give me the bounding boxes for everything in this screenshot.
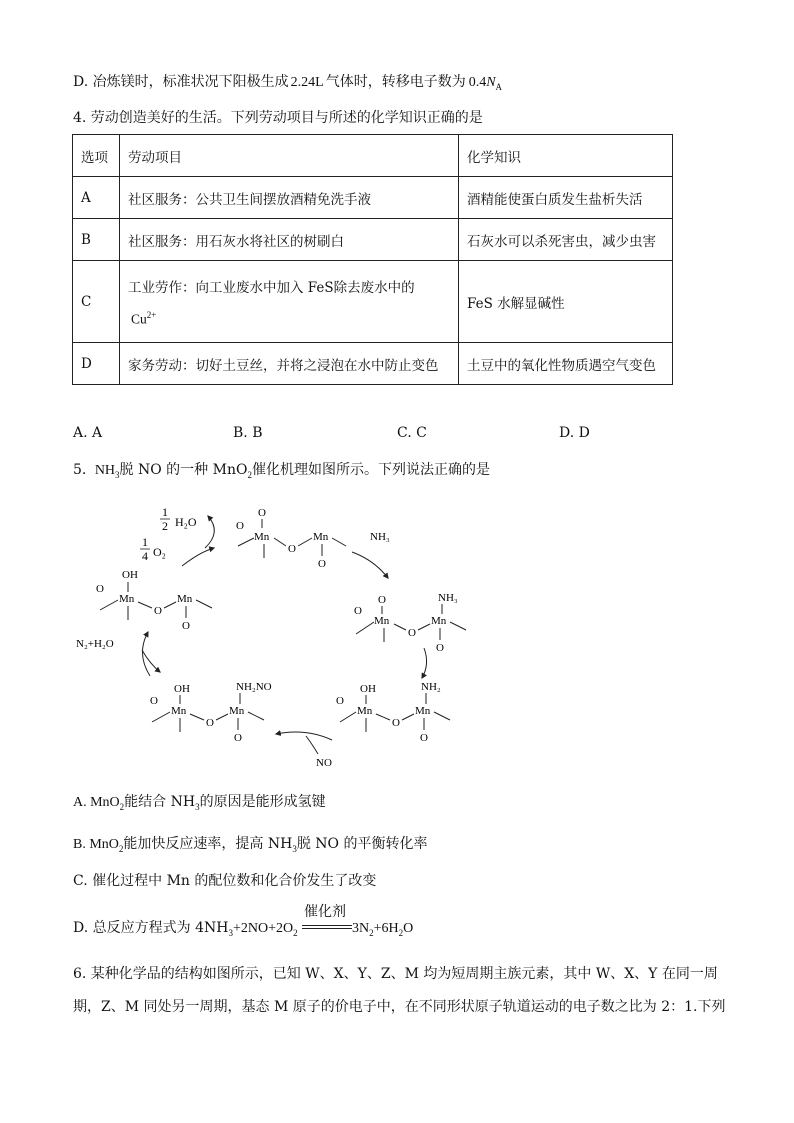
table-cell-project: 社区服务：公共卫生间摆放酒精免洗手液	[120, 177, 459, 219]
table-header-option: 选项	[73, 135, 120, 177]
svg-text:O: O	[354, 605, 362, 617]
svg-text:O: O	[436, 642, 444, 654]
structure-top	[236, 507, 390, 570]
q5-stem-nh: NH	[94, 463, 116, 478]
svg-text:Mn: Mn	[254, 531, 270, 543]
arrow-n2-out	[142, 650, 160, 672]
q5-stem-mid: 脱 NO 的一种 MnO	[119, 462, 248, 478]
table-cell-project-line1: 工业劳作：向工业废水中加入 FeS除去废水中的	[128, 279, 415, 296]
arrow-right-down	[422, 648, 427, 678]
arrow-top-left	[182, 548, 214, 566]
q3-option-d-value: 0.4	[468, 75, 487, 90]
arrow-no-in	[306, 736, 318, 754]
svg-text:O: O	[288, 543, 296, 555]
svg-text:O: O	[182, 620, 190, 632]
svg-text:NH₃: NH₃	[370, 531, 390, 543]
table-row	[73, 219, 673, 261]
q4-table	[72, 134, 673, 385]
table-row	[73, 177, 673, 219]
structure-bottom-right	[316, 681, 450, 769]
q3-option-d	[73, 72, 502, 97]
q3-option-d-symbol: N	[486, 75, 496, 90]
svg-text:Mn: Mn	[357, 705, 373, 717]
q4-stem: 4. 劳动创造美好的生活。下列劳动项目与所述的化学知识正确的是	[73, 110, 483, 126]
table-header-knowledge: 化学知识	[459, 135, 673, 177]
q5-stem-sub2: 2	[247, 469, 252, 480]
q5-stem-end: 催化机理如图所示。下列说法正确的是	[251, 462, 490, 478]
structure-left	[76, 569, 212, 650]
quarter-denominator: 4	[142, 549, 148, 563]
oxygen-label: O₂	[153, 545, 166, 559]
q5-stem	[73, 460, 490, 485]
arrow-bottom	[276, 732, 332, 740]
table-cell-project: 社区服务：用石灰水将社区的树刷白	[120, 219, 459, 261]
catalyst-label: 催化剂	[304, 904, 347, 920]
svg-text:O: O	[150, 695, 158, 707]
q4-choice-a: A. A	[73, 425, 103, 441]
svg-text:OH: OH	[360, 683, 376, 695]
q3-option-d-suffix: 气体时，转移电子数为	[325, 74, 466, 90]
q5-option-a: A. MnO$_2$能结合 $NH_3$的原因是能形成氢键	[73, 794, 326, 812]
structure-bottom-left	[150, 681, 272, 744]
svg-text:Mn: Mn	[229, 705, 245, 717]
svg-text:Mn: Mn	[431, 615, 447, 627]
svg-text:O: O	[318, 558, 326, 570]
q3-option-d-amount: 2.24L	[290, 75, 324, 90]
q6-line1: 6. 某种化学品的结构如图所示，已知 W、X、Y、Z、M 均为短周期主族元素，其中 W、X、Y 在同一周	[73, 966, 718, 982]
q5-option-b: B. MnO$_2$能加快反应速率，提高 $NH_3$脱 NO 的平衡转化率	[73, 836, 428, 854]
svg-text:O: O	[154, 605, 162, 617]
q5-stem-num: 5.	[73, 462, 87, 478]
svg-text:Mn: Mn	[313, 531, 329, 543]
quarter-numerator: 1	[142, 535, 148, 549]
q6-line2: 期，Z、M 同处另一周期，基态 M 原子的价电子中，在不同形状原子轨道运动的电子数之比为 2：1.下列	[73, 999, 726, 1015]
svg-text:Mn: Mn	[177, 593, 193, 605]
table-cell-option: C	[73, 261, 120, 343]
svg-text:O: O	[206, 717, 214, 729]
table-header-row	[73, 135, 673, 177]
cu-ion-charge: 2+	[146, 309, 157, 320]
table-cell-option: D	[73, 343, 120, 385]
structure-right	[354, 592, 466, 654]
svg-text:NO: NO	[316, 757, 332, 769]
table-cell-knowledge: 土豆中的氧化性物质遇空气变色	[459, 343, 673, 385]
svg-text:OH: OH	[122, 569, 138, 581]
svg-text:OH: OH	[174, 683, 190, 695]
svg-text:O: O	[96, 583, 104, 595]
half-numerator: 1	[162, 505, 168, 519]
table-cell-project: 家务劳动：切好土豆丝，并将之浸泡在水中防止变色	[120, 343, 459, 385]
cu-ion: Cu	[131, 311, 147, 327]
svg-text:O: O	[336, 695, 344, 707]
svg-text:O: O	[236, 520, 244, 532]
svg-text:O: O	[392, 717, 400, 729]
svg-text:NH₂: NH₂	[421, 681, 441, 693]
table-cell-knowledge: 石灰水可以杀死害虫，减少虫害	[459, 219, 673, 261]
q4-choice-b: B. B	[233, 425, 263, 441]
q5-option-d: D. 总反应方程式为 $4NH_3+2NO+2O_2$ 催化剂 $3N_2+6H_2O$	[73, 904, 414, 938]
table-cell-knowledge: 酒精能使蛋白质发生盐析失活	[459, 177, 673, 219]
arrow-left-up	[142, 632, 150, 676]
table-header-project: 劳动项目	[120, 135, 459, 177]
q3-option-d-sub: A	[495, 81, 503, 92]
q5-stem-sub3: 3	[115, 469, 120, 480]
table-cell-project	[120, 261, 459, 343]
arrow-release-water	[205, 516, 214, 548]
svg-text:O: O	[408, 627, 416, 639]
q4-choice-c: C. C	[397, 425, 427, 441]
q4-choice-d: D. D	[559, 425, 590, 441]
half-denominator: 2	[162, 519, 168, 533]
table-row	[73, 343, 673, 385]
svg-text:NH₃: NH₃	[438, 592, 458, 604]
catalytic-mechanism-diagram	[60, 500, 480, 780]
catalyst-equals	[302, 904, 352, 938]
table-cell-option: B	[73, 219, 120, 261]
svg-text:O: O	[420, 732, 428, 744]
svg-text:N₂+H₂O: N₂+H₂O	[76, 638, 114, 650]
water-label: H₂O	[175, 515, 197, 529]
svg-text:O: O	[258, 507, 266, 519]
table-row	[73, 261, 673, 343]
table-cell-knowledge: FeS 水解显碱性	[459, 261, 673, 343]
arrow-top-right	[352, 552, 388, 578]
q3-option-d-prefix: D. 冶炼镁时，标准状况下阳极生成	[73, 74, 289, 90]
svg-text:Mn: Mn	[374, 615, 390, 627]
table-cell-project-line2	[128, 310, 450, 328]
svg-text:NH₂NO: NH₂NO	[236, 681, 272, 693]
svg-text:O: O	[234, 732, 242, 744]
q5-option-c: C. 催化过程中 Mn 的配位数和化合价发生了改变	[73, 873, 377, 889]
svg-text:Mn: Mn	[415, 705, 431, 717]
svg-text:O: O	[378, 594, 386, 606]
table-cell-option: A	[73, 177, 120, 219]
svg-text:Mn: Mn	[171, 705, 187, 717]
svg-text:Mn: Mn	[119, 593, 135, 605]
